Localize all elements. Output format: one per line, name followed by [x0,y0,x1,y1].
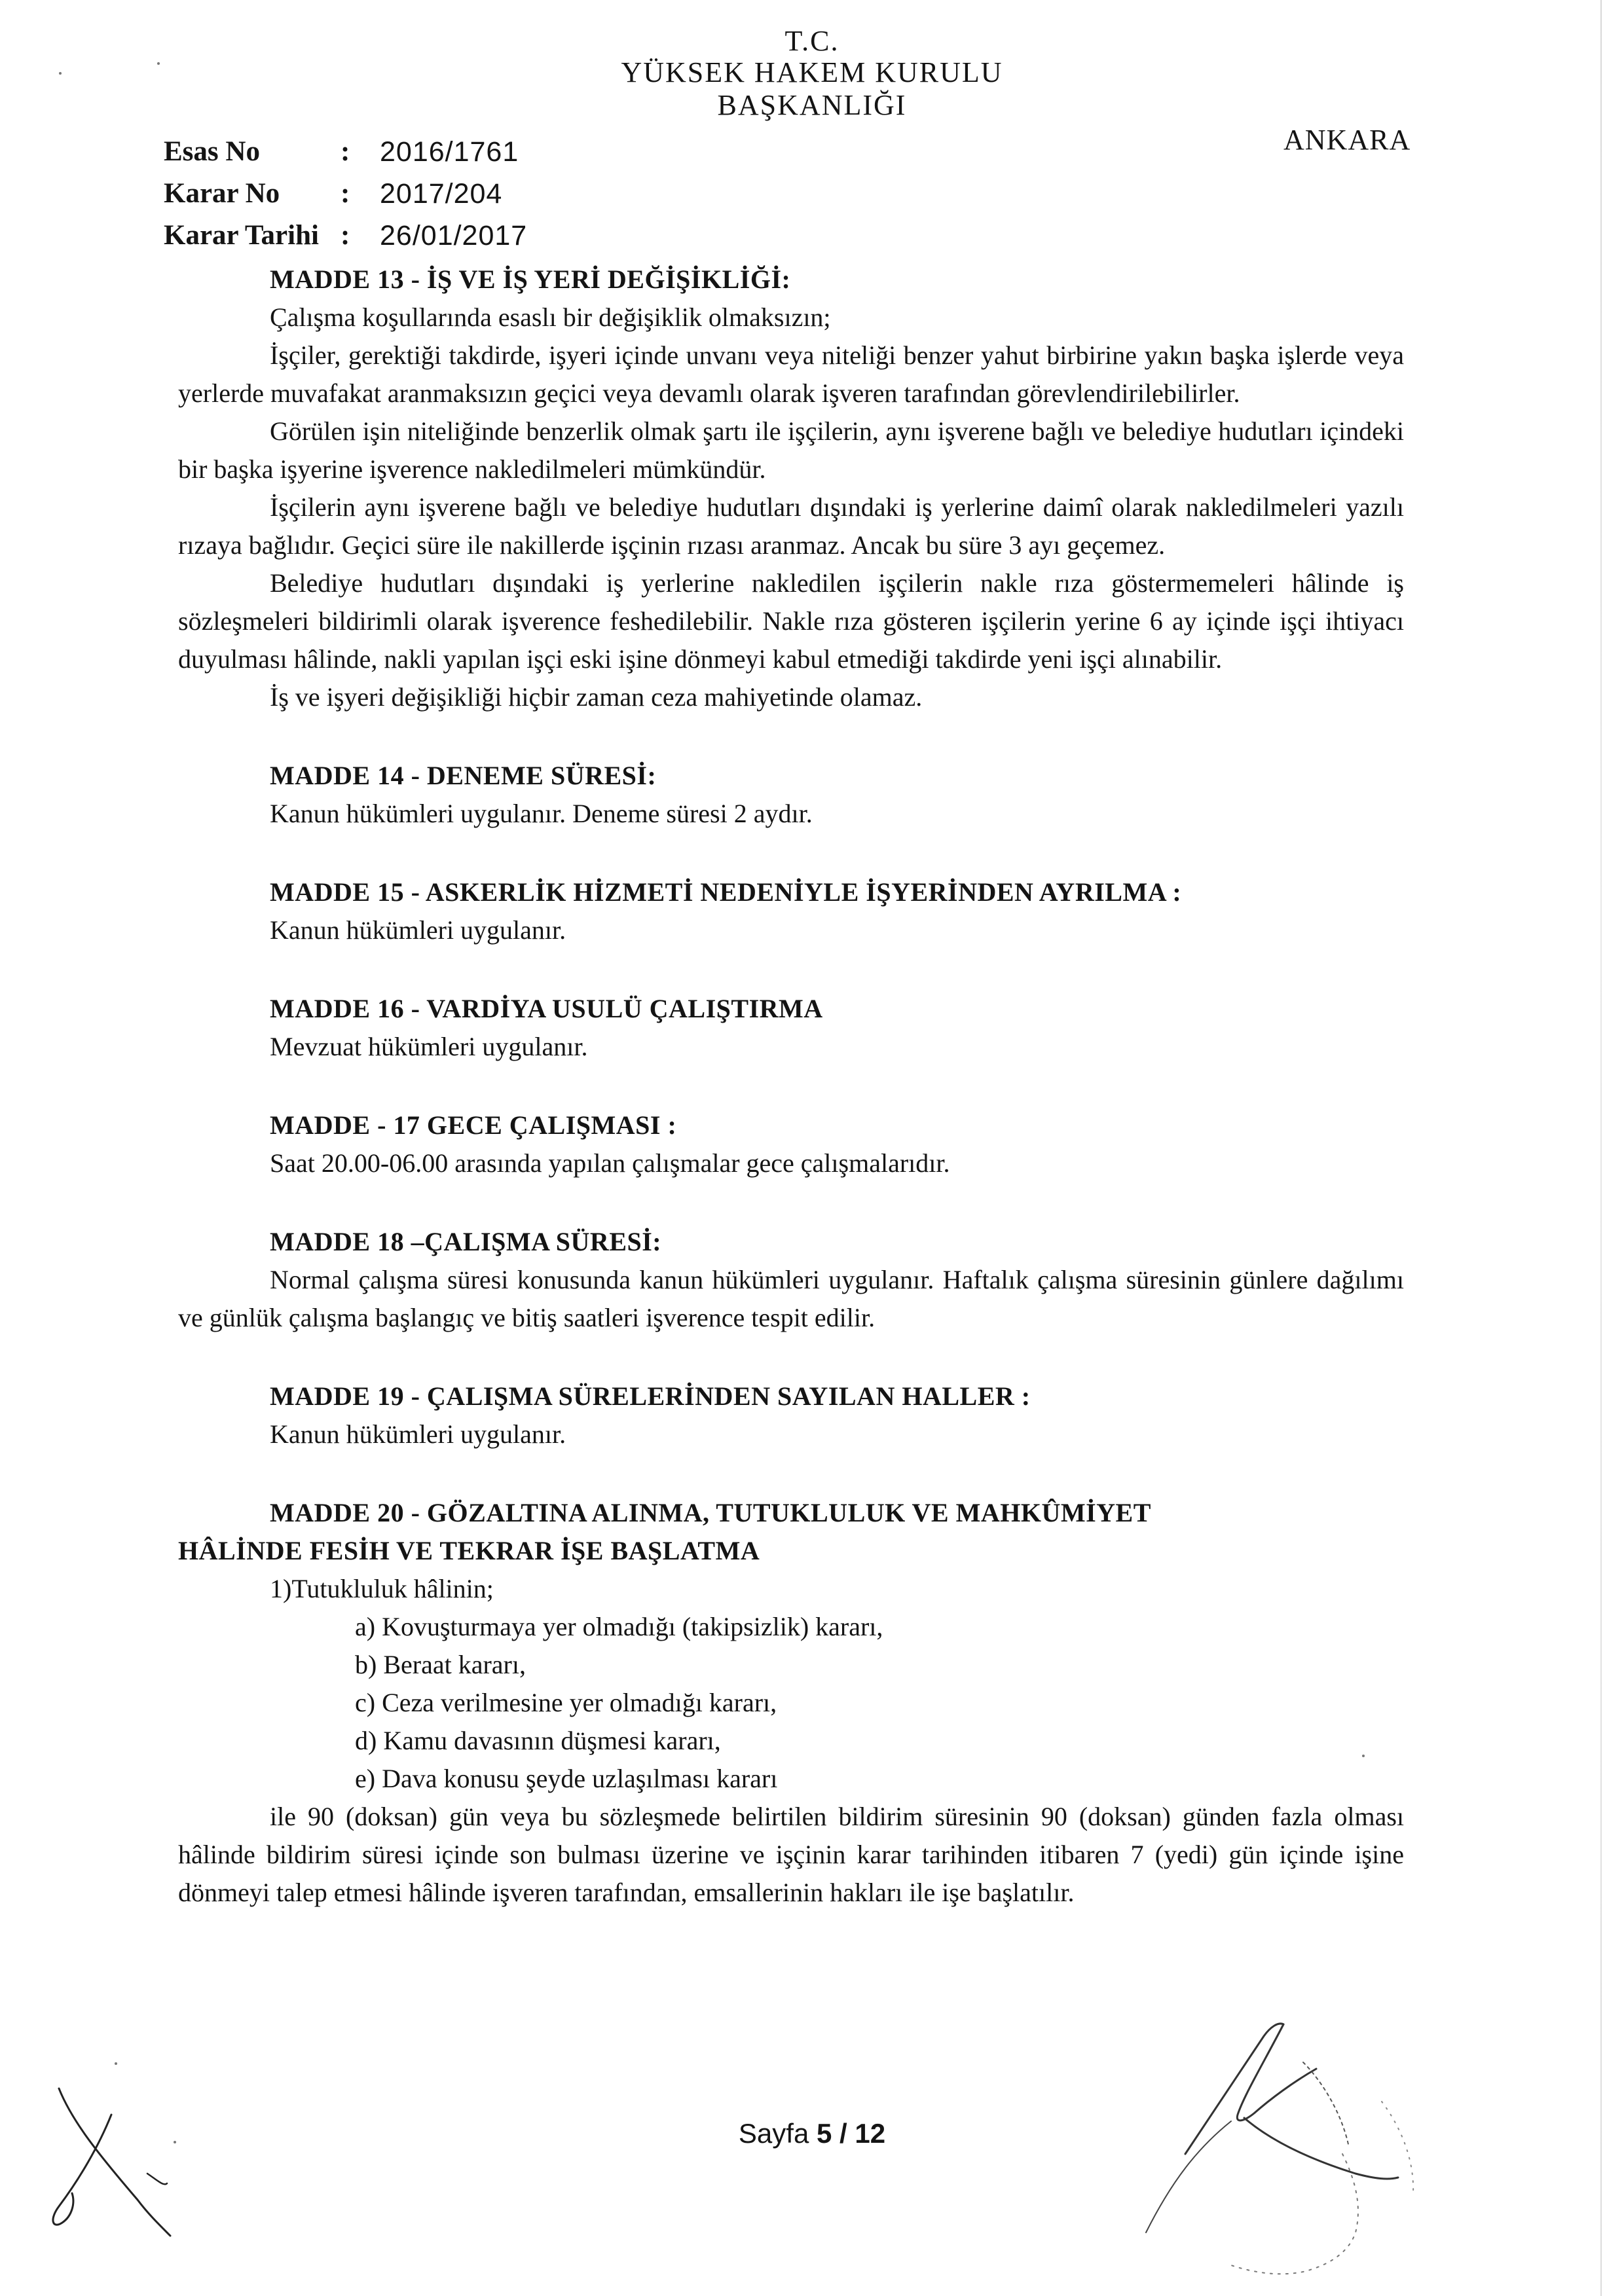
meta-value: 26/01/2017 [380,220,528,251]
spacer [178,1182,1404,1223]
meta-value: 2016/1761 [380,136,519,168]
article-17-p1: Saat 20.00-06.00 arasında yapılan çalışmalar gece çalışmalarıdır. [270,1148,950,1178]
scan-edge [1600,0,1602,2296]
list-item: e) Dava konusu şeyde uzlaşılması kararı [355,1764,778,1793]
spacer [178,833,1404,873]
list-item: b) Beraat kararı, [355,1650,526,1679]
article-18-p1: Normal çalışma süresi konusunda kanun hükümleri uygulanır. Haftalık çalışma süresinin günlere dağılımı ve günlük çalışma başlangıç ve bitiş saatleri işverence tespit edilir. [178,1265,1404,1332]
footer-current-page: 5 [816,2118,832,2149]
header-location: ANKARA [1283,124,1411,156]
list-item: d) Kamu davasının düşmesi kararı, [355,1726,721,1755]
footer-separator: / [840,2118,847,2149]
meta-value: 2017/204 [380,178,503,210]
article-16-p1: Mevzuat hükümleri uygulanır. [270,1032,588,1061]
article-18-heading: MADDE 18 –ÇALIŞMA SÜRESİ: [270,1227,662,1256]
article-14-heading: MADDE 14 - DENEME SÜRESİ: [270,761,657,790]
spacer [178,1453,1404,1494]
case-meta [164,131,527,257]
article-13-p3: Görülen işin niteliğinde benzerlik olmak şartı ile işçilerin, aynı işverene bağlı ve belediye hudutları içindeki bir başka işyerine işverence nakledilmeleri mümkündür. [178,416,1404,484]
scan-speck [157,62,160,65]
article-15-heading: MADDE 15 - ASKERLİK HİZMETİ NEDENİYLE İŞYERİNDEN AYRILMA : [270,877,1182,907]
article-15-p1: Kanun hükümleri uygulanır. [270,915,566,945]
spacer [178,949,1404,990]
meta-label: Karar No [164,178,280,209]
meta-label: Esas No [164,136,260,167]
spacer [178,1337,1404,1377]
footer-total-pages: 12 [855,2118,886,2149]
article-13-p4: İşçilerin aynı işverene bağlı ve belediye hudutları dışındaki iş yerlerine daimî olarak nakledilmeleri yazılı rızaya bağlıdır. Geçici süre ile nakillerde işçinin rızası aranmaz. Ancak bu süre 3 ayı geçemez. [178,492,1404,560]
article-19-p1: Kanun hükümleri uygulanır. [270,1419,566,1449]
article-20-heading-cont: HÂLİNDE FESİH VE TEKRAR İŞE BAŞLATMA [178,1536,760,1565]
article-20-heading: MADDE 20 - GÖZALTINA ALINMA, TUTUKLULUK VE MAHKÛMİYET [270,1498,1151,1527]
spacer [178,716,1404,757]
article-13-p1: Çalışma koşullarında esaslı bir değişiklik olmaksızın; [270,302,831,332]
meta-colon: : [341,178,350,209]
document-body [178,261,1404,1912]
scan-speck [59,72,62,75]
header-institution: YÜKSEK HAKEM KURULU [621,56,1003,88]
list-item: c) Ceza verilmesine yer olmadığı kararı, [355,1688,777,1717]
page-footer [0,2118,1624,2149]
spacer [178,1066,1404,1106]
article-19-heading: MADDE 19 - ÇALIŞMA SÜRELERİNDEN SAYILAN HALLER : [270,1381,1031,1411]
header-office: BAŞKANLIĞI [717,89,907,121]
meta-row-tarih [164,215,527,257]
meta-colon: : [341,136,350,167]
article-13-p5: Belediye hudutları dışındaki iş yerlerine nakledilen işçilerin nakle rıza göstermemeleri hâlinde iş sözleşmeleri bildirimli olarak işverence feshedilebilir. Nakle rıza gösteren işçilerin yerine 6 ay içinde işçi ihtiyacı duyulması hâlinde, nakli yapılan işçi eski işine dönmeyi kabul etmediği takdirde yeni işçi alınabilir. [178,568,1404,674]
scan-speck [115,2062,117,2065]
article-14-p1: Kanun hükümleri uygulanır. Deneme süresi 2 aydır. [270,799,813,828]
article-20-intro: 1)Tutukluluk hâlinin; [270,1574,494,1603]
article-13-p2: İşçiler, gerektiği takdirde, işyeri içinde unvanı veya niteliği benzer yahut birbirine yakın başka işlerde veya yerlerde muvafakat aranmaksızın geçici veya devamlı olarak işveren tarafından görevlendirilebilirler. [178,340,1404,408]
article-16-heading: MADDE 16 - VARDİYA USULÜ ÇALIŞTIRMA [270,994,823,1023]
signature-left [33,2075,183,2246]
meta-row-karar [164,173,527,215]
article-20-p1: ile 90 (doksan) gün veya bu sözleşmede belirtilen bildirim süresinin 90 (doksan) günden fazla olması hâlinde bildirim süresi içinde son bulması üzerine ve işçinin karar tarihinden itibaren 7 (yedi) gün içinde işine dönmeyi talep etmesi hâlinde işveren tarafından, emsallerinin hakları ile işe başlatılır. [178,1802,1404,1907]
article-13-p6: İş ve işyeri değişikliği hiçbir zaman ceza mahiyetinde olamaz. [270,682,923,712]
scan-speck [1362,1755,1365,1757]
meta-colon: : [341,220,350,251]
scan-speck [174,2141,176,2143]
article-17-heading: MADDE - 17 GECE ÇALIŞMASI : [270,1110,677,1140]
article-13-heading: MADDE 13 - İŞ VE İŞ YERİ DEĞİŞİKLİĞİ: [270,264,791,294]
footer-prefix: Sayfa [738,2118,809,2149]
header-tc: T.C. [784,25,840,57]
meta-label: Karar Tarihi [164,220,319,251]
list-item: a) Kovuşturmaya yer olmadığı (takipsizlik) kararı, [355,1612,883,1641]
meta-row-esas [164,131,527,173]
